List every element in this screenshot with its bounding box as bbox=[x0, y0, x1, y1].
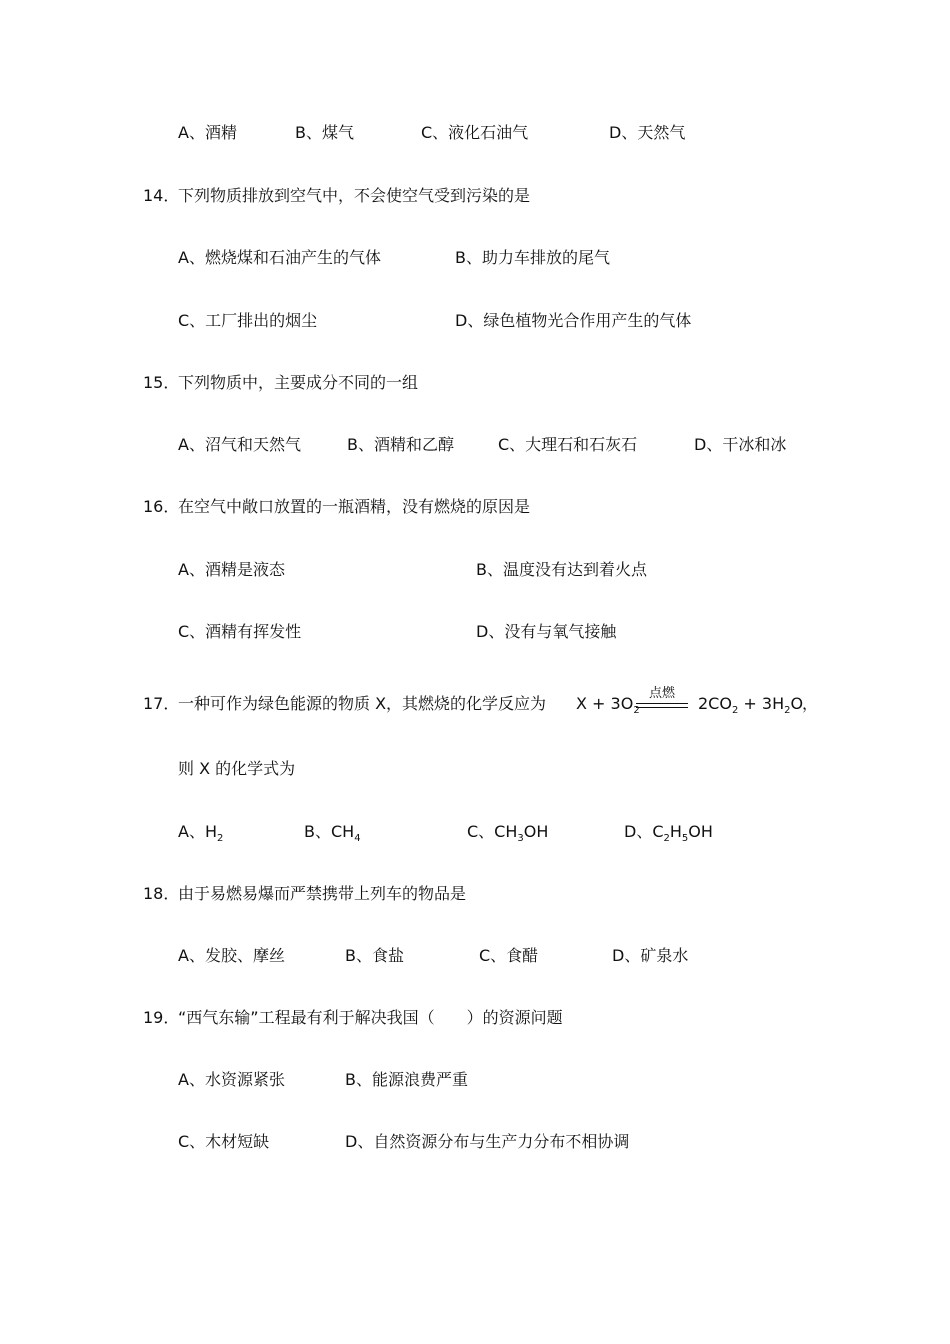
question-19 bbox=[143, 1008, 563, 1028]
q15-option-c: C、大理石和石灰石 bbox=[498, 435, 638, 454]
option-text: D、C bbox=[624, 822, 664, 841]
reaction-arrow bbox=[634, 686, 690, 709]
q19-option-c: C、木材短缺 bbox=[178, 1132, 270, 1151]
equation-product-2: + 3H bbox=[738, 694, 785, 713]
product-1-subscript: 2 bbox=[731, 705, 739, 716]
q14-option-b: B、助力车排放的尾气 bbox=[455, 248, 610, 267]
question-number: 16． bbox=[143, 497, 180, 516]
product-2-tail: O bbox=[790, 694, 804, 713]
equation-comma: ， bbox=[802, 694, 819, 713]
option-text: C、CH bbox=[467, 822, 518, 841]
q13-option-d: D、天然气 bbox=[609, 123, 686, 142]
q18-option-b: B、食盐 bbox=[345, 946, 404, 965]
question-18 bbox=[143, 884, 466, 904]
question-text: “西气东输”工程最有利于解决我国（ ）的资源问题 bbox=[178, 1008, 563, 1027]
option-subscript: 2 bbox=[216, 833, 224, 844]
question-text: 下列物质中，主要成分不同的一组 bbox=[178, 373, 419, 392]
question-number: 15． bbox=[143, 373, 180, 392]
question-number: 18． bbox=[143, 884, 180, 903]
q13-option-a: A、酒精 bbox=[178, 123, 237, 142]
q18-option-a: A、发胶、摩丝 bbox=[178, 946, 285, 965]
question-text: 在空气中敞口放置的一瓶酒精，没有燃烧的原因是 bbox=[178, 497, 531, 516]
q19-option-b: B、能源浪费严重 bbox=[345, 1070, 468, 1089]
q17-option-b bbox=[304, 822, 361, 842]
option-text: A、H bbox=[178, 822, 217, 841]
q15-option-d: D、干冰和冰 bbox=[694, 435, 787, 454]
option-subscript: 2 bbox=[663, 833, 670, 844]
q16-option-c: C、酒精有挥发性 bbox=[178, 622, 302, 641]
question-14 bbox=[143, 186, 530, 206]
q17-option-a bbox=[178, 822, 223, 842]
q13-option-b: B、煤气 bbox=[295, 123, 354, 142]
q16-option-a: A、酒精是液态 bbox=[178, 560, 285, 579]
chemical-equation bbox=[576, 694, 640, 714]
question-15 bbox=[143, 373, 418, 393]
q14-option-a: A、燃烧煤和石油产生的气体 bbox=[178, 248, 381, 267]
q16-option-b: B、温度没有达到着火点 bbox=[476, 560, 647, 579]
q17-option-c bbox=[467, 822, 548, 842]
q18-option-c: C、食醋 bbox=[479, 946, 539, 965]
question-number: 19． bbox=[143, 1008, 180, 1027]
product-2-subscript: 2 bbox=[784, 705, 791, 716]
equation-product-1: 2CO bbox=[698, 694, 732, 713]
question-text: 下列物质排放到空气中，不会使空气受到污染的是 bbox=[178, 186, 531, 205]
question-17 bbox=[143, 694, 546, 714]
question-text-2: 则 X 的化学式为 bbox=[178, 759, 296, 778]
q16-option-d: D、没有与氧气接触 bbox=[476, 622, 617, 641]
q18-option-d: D、矿泉水 bbox=[612, 946, 689, 965]
q14-option-d: D、绿色植物光合作用产生的气体 bbox=[455, 311, 692, 330]
question-number: 17． bbox=[143, 694, 180, 713]
double-line bbox=[636, 703, 688, 708]
question-number: 14． bbox=[143, 186, 180, 205]
q19-option-a: A、水资源紧张 bbox=[178, 1070, 285, 1089]
option-subscript: 5 bbox=[681, 833, 689, 844]
question-17-continuation bbox=[178, 759, 295, 779]
equation-lhs: X + 3O bbox=[576, 694, 634, 713]
option-text: B、CH bbox=[304, 822, 355, 841]
equation-lhs-subscript: 2 bbox=[633, 705, 640, 716]
option-text: OH bbox=[523, 822, 549, 841]
question-16 bbox=[143, 497, 530, 517]
q15-option-a: A、沼气和天然气 bbox=[178, 435, 301, 454]
q19-option-d: D、自然资源分布与生产力分布不相协调 bbox=[345, 1132, 630, 1151]
q15-option-b: B、酒精和乙醇 bbox=[347, 435, 454, 454]
option-text: H bbox=[669, 822, 682, 841]
option-subscript: 4 bbox=[354, 833, 361, 844]
option-subscript: 3 bbox=[517, 833, 524, 844]
q17-option-d bbox=[624, 822, 713, 842]
q14-option-c: C、工厂排出的烟尘 bbox=[178, 311, 318, 330]
question-text: 一种可作为绿色能源的物质 X，其燃烧的化学反应为 bbox=[178, 694, 547, 713]
question-text: 由于易燃易爆而严禁携带上列车的物品是 bbox=[178, 884, 467, 903]
equation-rhs bbox=[698, 694, 803, 714]
option-text: OH bbox=[688, 822, 713, 841]
q13-option-c: C、液化石油气 bbox=[421, 123, 529, 142]
reaction-condition: 点燃 bbox=[648, 686, 675, 701]
